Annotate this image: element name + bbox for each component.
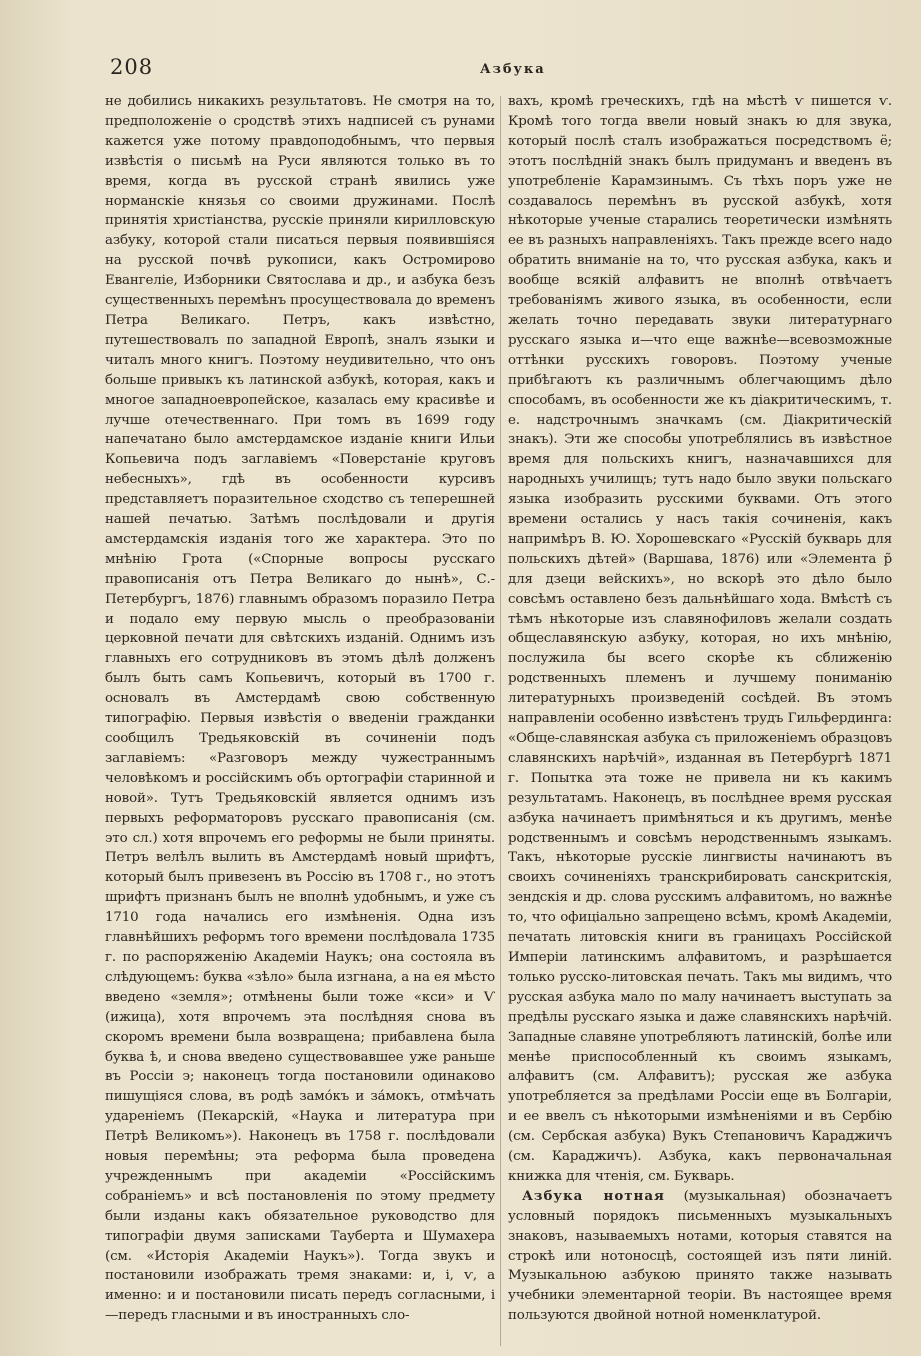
running-title: Азбука bbox=[480, 62, 546, 77]
left-column bbox=[105, 92, 495, 1342]
entry-term: Азбука нотная bbox=[522, 1187, 665, 1204]
page-header bbox=[110, 55, 900, 85]
dictionary-entry bbox=[508, 1187, 892, 1326]
right-column bbox=[508, 92, 892, 1342]
column-divider bbox=[500, 96, 501, 1346]
page-number: 208 bbox=[110, 55, 154, 79]
entry-text: (музыкальная) обозначаетъ условный порядокъ письменныхъ музыкальныхъ знаковъ, называемыхъ нотами, которыя ставятся на строкѣ или нотоносцѣ, состоящей изъ пяти линій. Музыкальною азбукою принято также называть учебники элементарной теоріи. Въ настоящее время пользуются двойной нотной номенклатурой. bbox=[508, 1188, 892, 1324]
right-column-text: вахъ, кромѣ греческихъ, гдѣ на мѣстѣ ѵ пишется ѵ. Кромѣ того тогда ввели новый знакъ ю для звука, который послѣ сталъ изображаться посредствомъ ё; этотъ послѣдній знакъ былъ придуманъ и введенъ въ употребленіе Карамзинымъ. Съ тѣхъ поръ уже не создавалось перемѣнъ въ русской азбукѣ, хотя нѣкоторые ученые старались теоретически измѣнять ее въ разныхъ направленіяхъ. Такъ прежде всего надо обратить вниманіе на то, что русская азбука, какъ и вообще всякій алфавитъ не вполнѣ отвѣчаетъ требованіямъ живого языка, въ особенности, если желать точно передавать звуки литературнаго русскаго языка и—что еще важнѣе—всевозможные оттѣнки русскихъ говоровъ. Поэтому ученые прибѣгаютъ къ различнымъ облегчающимъ дѣло способамъ, въ особенности же къ діакритическимъ, т. е. надстрочнымъ значкамъ (см. Діакритическій знакъ). Эти же способы употреблялись въ извѣстное время для польскихъ книгъ, назначавшихся для народныхъ училищъ; тутъ надо было звуки польскаго языка изобразить русскими буквами. Отъ этого времени остались у насъ такія сочиненія, какъ напримѣръ В. Ю. Хорошевскаго «Русскій букварь для польскихъ дѣтей» (Варшава, 1876) или «Элемента р̃ для дзеци вейскихъ», но вскорѣ это дѣло было совсѣмъ оставлено безъ дальнѣйшаго хода. Вмѣстѣ съ тѣмъ нѣкоторые изъ славянофиловъ желали создать общеславянскую азбуку, которая, но ихъ мнѣнію, послужила бы всего скорѣе къ сближенію родственныхъ племенъ и лучшему пониманію литературныхъ произведеній сосѣдей. Въ этомъ направленіи особенно извѣстенъ трудъ Гильфердинга: «Обще-славянская азбука съ приложеніемъ образцовъ славянскихъ нарѣчій», изданная въ Петербургѣ 1871 г. Попытка эта тоже не привела ни къ какимъ результатамъ. Наконецъ, въ послѣднее время русская азбука начинаетъ примѣняться и къ другимъ, менѣе родственнымъ и совсѣмъ неродственнымъ языкамъ. Такъ, нѣкоторые русскіе лингвисты начинаютъ въ своихъ сочиненіяхъ транскрибировать санскритскія, зендскія и др. слова русскимъ алфавитомъ, но важнѣе то, что офиціально запрещено всѣмъ, кромѣ Академіи, печатать литовскія книги въ границахъ Россійской Имперіи латинскимъ алфавитомъ, и разрѣшается только русско-литовская печать. Такъ мы видимъ, что русская азбука мало по малу начинаетъ выступать за предѣлы русскаго языка и даже славянскихъ нарѣчій. Западные славяне употребляютъ латинскій, болѣе или менѣе приспособленный къ своимъ языкамъ, алфавитъ (см. Алфавитъ); русская же азбука употребляется за предѣлами Россіи еще въ Болгаріи, и ее ввелъ съ нѣкоторыми измѣненіями и въ Сербію (см. Сербская азбука) Вукъ Степановичъ Караджичъ (см. Караджичъ). Азбука, какъ первоначальная книжка для чтенія, см. Букварь. bbox=[508, 94, 892, 1184]
left-column-text: не добились никакихъ результатовъ. Не смотря на то, предположеніе о сродствѣ этихъ надписей съ рунами кажется уже потому правдоподобнымъ, что первыя извѣстія о письмѣ на Руси являются только въ то время, когда въ русской странѣ явились уже норманскіе князья со своими дружинами. Послѣ принятія христіанства, русскіе приняли кирилловскую азбуку, которой стали писаться первыя появившіяся на русской почвѣ рукописи, какъ Остромирово Евангеліе, Изборники Святослава и др., и азбука безъ существенныхъ перемѣнъ просуществовала до временъ Петра Великаго. Петръ, какъ извѣстно, путешествовалъ по западной Европѣ, зналъ языки и читалъ много книгъ. Поэтому неудивительно, что онъ больше привыкъ къ латинской азбукѣ, которая, какъ и многое западноевропейское, казалась ему красивѣе и лучше отечественнаго. При томъ въ 1699 году напечатано было амстердамское изданіе книги Ильи Копьевича подъ заглавіемъ «Поверстаніе круговъ небесныхъ», гдѣ въ особенности курсивъ представляетъ поразительное сходство съ теперешней нашей печатью. Затѣмъ послѣдовали и другія амстердамскія изданія того же характера. Это по мнѣнію Грота («Спорные вопросы русскаго правописанія отъ Петра Великаго до нынѣ», С.-Петербургъ, 1876) главнымъ образомъ поразило Петра и подало ему первую мысль о преобразованіи церковной печати для свѣтскихъ изданій. Однимъ изъ главныхъ его сотрудниковъ въ этомъ дѣлѣ долженъ былъ быть самъ Копьевичъ, который въ 1700 г. основалъ въ Амстердамѣ свою собственную типографію. Первыя извѣстія о введеніи гражданки сообщилъ Тредьяковскій въ сочиненіи подъ заглавіемъ: «Разговоръ между чужестраннымъ человѣкомъ и россійскимъ объ ортографіи старинной и новой». Тутъ Тредьяковскій является однимъ изъ первыхъ реформаторовъ русскаго правописанія (см. это сл.) хотя впрочемъ его реформы не были приняты. Петръ велѣлъ вылить въ Амстердамѣ новый шрифтъ, который былъ привезенъ въ Россію въ 1708 г., но этотъ шрифтъ признанъ былъ не вполнѣ удобнымъ, и уже съ 1710 года начались его измѣненія. Одна изъ главнѣйшихъ реформъ того времени послѣдовала 1735 г. по распоряженію Академіи Наукъ; она состояла въ слѣдующемъ: буква «зѣло» была изгнана, а на ея мѣсто введено «земля»; отмѣнены были тоже «кси» и Ѵ (ижица), хотя впрочемъ эта послѣдняя снова въ скоромъ времени была возвращена; прибавлена была буква ѣ, и снова введено существовавшее уже раньше въ Россіи э; наконецъ тогда постановили одинаково пишущіяся слова, въ родѣ замо́къ и за́мокъ, отмѣчать удареніемъ (Пекарскій, «Наука и литература при Петрѣ Великомъ»). Наконецъ въ 1758 г. послѣдовали новыя перемѣны; эта реформа была проведена учрежденнымъ при академіи «Россійскимъ собраніемъ» и всѣ постановленія по этому предмету были изданы какъ обязательное руководство для типографіи двумя записками Тауберта и Шумахера (см. «Исторія Академіи Наукъ»). Тогда звукъ и постановили изображать тремя знаками: и, і, ѵ, а именно: и и постановили писать передъ согласными, і—передъ гласными и въ иностранныхъ сло- bbox=[105, 94, 495, 1324]
